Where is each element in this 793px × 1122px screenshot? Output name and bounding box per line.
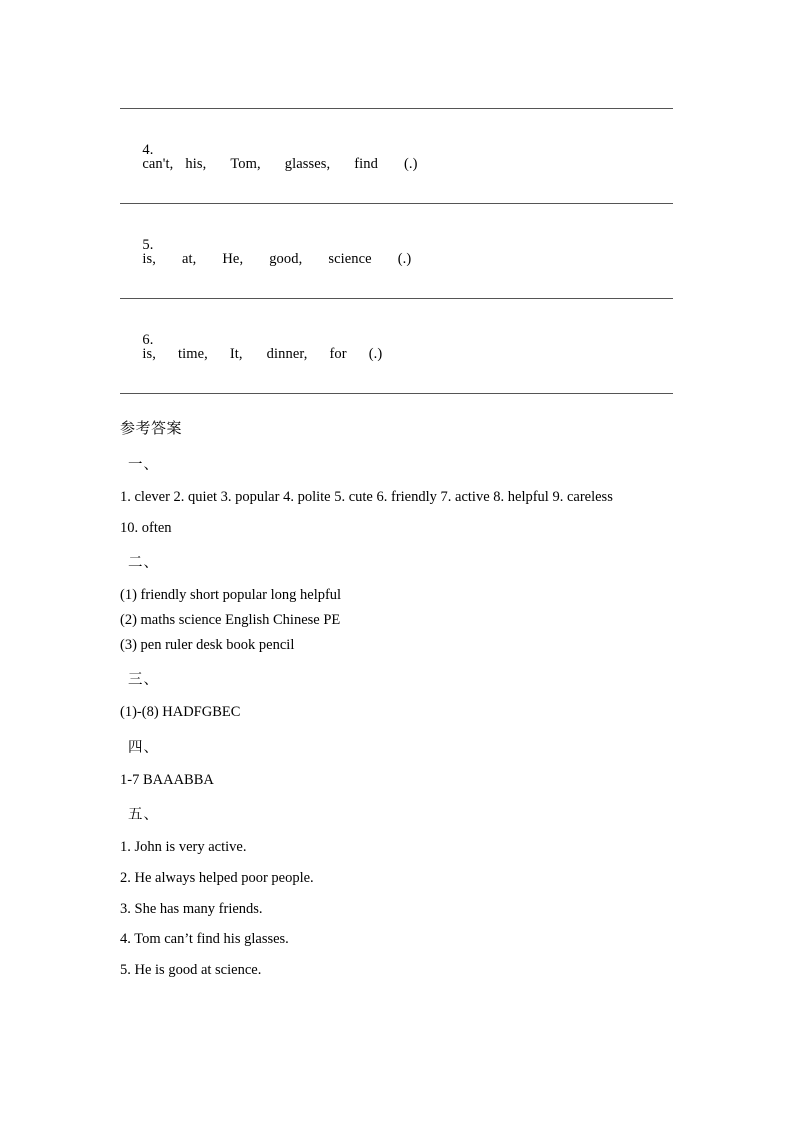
item-token: can't, [142, 156, 174, 172]
item-token: It, [229, 346, 243, 362]
item-token: time, [177, 346, 208, 362]
item-token: Tom, [230, 156, 261, 172]
item-token: at, [181, 251, 197, 267]
item-token: is, [142, 251, 156, 267]
section-body-1 [120, 487, 680, 540]
item-token: good, [269, 251, 303, 267]
exercise-item-4 [120, 109, 673, 203]
answer-line: (2) maths science English Chinese PE [120, 611, 341, 628]
answers-title: 参考答案 [120, 419, 183, 437]
section-heading-4: 四、 [128, 739, 159, 756]
answer-line: (1) friendly short popular long helpful [120, 587, 342, 603]
item-token: dinner, [266, 346, 308, 362]
item-token: his, [185, 156, 207, 172]
section-body-2 [120, 585, 680, 656]
answer-line: 1. clever 2. quiet 3. popular 4. polite 5. cute 6. friendly 7. active 8. helpful 9. careless [120, 488, 613, 505]
item-token: is, [142, 346, 156, 362]
answer-line: 5. He is good at science. [120, 962, 262, 978]
answer-line: 4. Tom can’t find his glasses. [120, 931, 289, 948]
item-number: 5. [142, 236, 154, 253]
item-token: for [329, 346, 347, 362]
item-token: (.) [397, 251, 412, 267]
section-body-3 [120, 702, 680, 724]
exercise-item-5 [120, 204, 673, 298]
reference-answers [120, 418, 680, 991]
answer-line: 10. often [120, 519, 172, 536]
answer-line: 2. He always helped poor people. [120, 869, 314, 886]
item-token: (.) [404, 156, 418, 172]
item-token: find [354, 156, 378, 172]
answer-line: (1)-(8) HADFGBEC [120, 704, 241, 720]
item-number: 4. [142, 141, 154, 158]
item-number: 6. [142, 331, 154, 348]
item-token: glasses, [284, 156, 331, 172]
answer-line: 1-7 BAAABBA [120, 771, 214, 788]
section-heading-5: 五、 [128, 807, 159, 824]
section-heading-3: 三、 [128, 672, 159, 689]
item-token: science [328, 251, 372, 267]
answer-line: (3) pen ruler desk book pencil [120, 636, 295, 653]
answer-rule-line [120, 393, 673, 394]
item-token: He, [222, 251, 244, 267]
answer-line: 1. John is very active. [120, 839, 247, 855]
item-token: (.) [368, 346, 383, 362]
section-body-4 [120, 770, 680, 792]
exercise-item-6 [120, 299, 673, 393]
section-heading-2: 二、 [128, 555, 159, 572]
section-body-5 [120, 837, 680, 982]
answer-line: 3. She has many friends. [120, 900, 263, 917]
section-heading-1: 一、 [128, 457, 159, 473]
rearrange-exercise [120, 108, 673, 394]
